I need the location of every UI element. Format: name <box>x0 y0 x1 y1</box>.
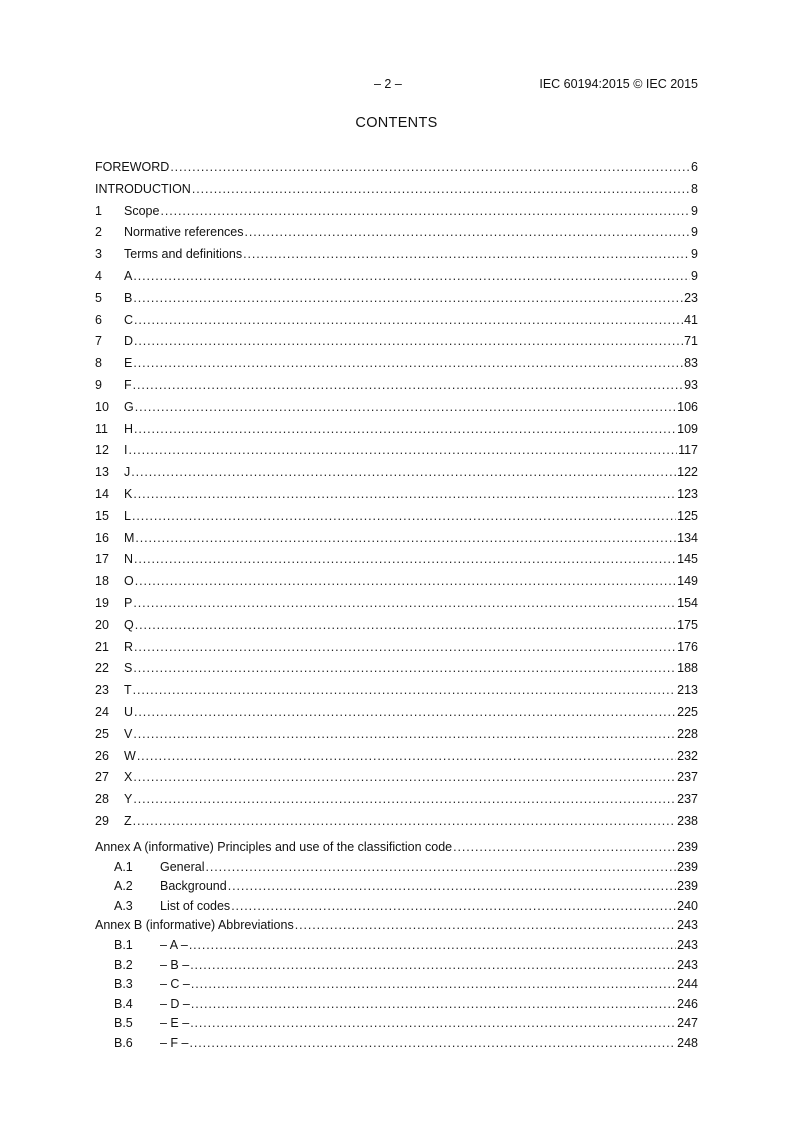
toc-entry-page: 125 <box>677 508 698 523</box>
toc-entry-label: P <box>124 596 133 610</box>
toc-entry-label: – E – <box>160 1016 190 1031</box>
toc-entry-number: 15 <box>95 508 109 523</box>
toc-entry[interactable] <box>95 769 698 785</box>
toc-entry-number: 2 <box>95 225 102 240</box>
toc-entry-number: 20 <box>95 617 109 632</box>
toc-entry-number: B.5 <box>114 1016 133 1031</box>
toc-entry-label: – C – <box>160 977 190 992</box>
toc-entry-label: I <box>124 443 128 458</box>
toc-entry[interactable] <box>95 290 698 306</box>
toc-entry-label: Normative references <box>124 225 244 240</box>
toc-entry-page: 109 <box>677 421 698 436</box>
toc-entry-label: Terms and definitions <box>124 247 243 262</box>
toc-entry-number: 18 <box>95 574 109 589</box>
toc-entry[interactable] <box>95 333 698 349</box>
toc-entry-number: A.3 <box>114 898 133 913</box>
dot-leader <box>170 159 690 175</box>
dot-leader <box>133 769 676 785</box>
toc-entry-page: 238 <box>677 814 698 828</box>
toc-entry-number: 11 <box>95 421 108 436</box>
toc-entry[interactable] <box>95 996 698 1012</box>
dot-leader <box>135 399 676 415</box>
toc-entry-label: Y <box>124 792 133 807</box>
toc-entry-page: 71 <box>684 334 698 349</box>
toc-entry-number: B.6 <box>114 1036 133 1050</box>
toc-entry[interactable] <box>95 181 698 197</box>
dot-leader <box>453 839 676 855</box>
toc-entry-label: K <box>124 487 133 501</box>
toc-entry-page: 247 <box>677 1016 698 1031</box>
toc-entry[interactable] <box>95 791 698 807</box>
toc-entry-label: T <box>124 683 132 698</box>
toc-entry-label: V <box>124 726 133 741</box>
dot-leader <box>135 617 676 633</box>
toc-entry-number: 22 <box>95 661 109 676</box>
toc-entry-label: O <box>124 574 134 589</box>
toc-entry-number: 4 <box>95 269 102 283</box>
toc-entry[interactable] <box>95 839 698 855</box>
toc-entry-page: 117 <box>678 443 698 458</box>
toc-entry[interactable] <box>95 937 698 953</box>
toc-entry-label: G <box>124 399 134 414</box>
toc-entry-page: 145 <box>677 552 698 567</box>
toc-entry[interactable] <box>95 573 698 589</box>
toc-entry[interactable] <box>95 268 698 284</box>
toc-entry-number: 9 <box>95 378 102 392</box>
toc-entry[interactable] <box>95 464 698 480</box>
toc-entry[interactable] <box>95 530 698 546</box>
toc-entry[interactable] <box>95 660 698 676</box>
toc-entry-label: B <box>124 290 133 305</box>
dot-leader <box>133 595 676 611</box>
toc-entry-label: – B – <box>160 957 190 972</box>
toc-entry-page: 8 <box>691 181 698 196</box>
toc-entry-number: 16 <box>95 530 109 545</box>
dot-leader <box>191 996 676 1012</box>
toc-entry-page: 41 <box>684 312 698 327</box>
toc-entry-page: 93 <box>684 378 698 392</box>
toc-entry-number: 23 <box>95 683 109 698</box>
toc-entry-number: 3 <box>95 247 102 262</box>
toc-entry-page: 9 <box>691 225 698 240</box>
dot-leader <box>134 421 676 437</box>
toc-entry-page: 23 <box>684 290 698 305</box>
dot-leader <box>134 312 683 328</box>
toc-entry[interactable] <box>95 878 698 894</box>
toc-entry-label: X <box>124 770 133 785</box>
toc-entry-page: 239 <box>677 859 698 874</box>
toc-entry-page: 244 <box>677 977 698 992</box>
toc-entry[interactable] <box>95 399 698 415</box>
toc-entry-number: 12 <box>95 443 109 458</box>
toc-entry-number: 29 <box>95 814 109 828</box>
toc-entry-page: 232 <box>677 748 698 763</box>
toc-entry-label: D <box>124 334 134 349</box>
dot-leader <box>243 246 690 262</box>
toc-entry[interactable] <box>95 486 698 502</box>
toc-entry[interactable] <box>95 813 698 829</box>
dot-leader <box>245 224 691 240</box>
toc-entry-label: W <box>124 748 136 763</box>
toc-entry-number: A.1 <box>114 859 133 874</box>
dot-leader <box>134 333 683 349</box>
toc-entry[interactable] <box>95 1015 698 1031</box>
toc-entry-label: – F – <box>160 1036 189 1050</box>
toc-entry-number: 25 <box>95 726 109 741</box>
toc-entry[interactable] <box>95 859 698 875</box>
dot-leader <box>231 898 676 914</box>
toc-entry[interactable] <box>95 508 698 524</box>
toc-entry[interactable] <box>95 1035 698 1051</box>
toc-entry[interactable] <box>95 355 698 371</box>
dot-leader <box>133 813 677 829</box>
toc-entry-number: B.4 <box>114 996 133 1011</box>
dot-leader <box>133 791 676 807</box>
toc-entry-label: List of codes <box>160 898 231 913</box>
toc-entry-page: 188 <box>677 661 698 676</box>
toc-entry-number: 17 <box>95 552 109 567</box>
toc-entry[interactable] <box>95 704 698 720</box>
dot-leader <box>192 181 690 197</box>
dot-leader <box>190 957 676 973</box>
toc-entry-label: General <box>160 859 205 874</box>
toc-entry[interactable] <box>95 246 698 262</box>
toc-entry-number: B.3 <box>114 977 133 992</box>
dot-leader <box>133 726 676 742</box>
dot-leader <box>134 639 676 655</box>
dot-leader <box>191 976 676 992</box>
toc-entry-label: Q <box>124 617 134 632</box>
dot-leader <box>137 748 676 764</box>
dot-leader <box>134 704 676 720</box>
toc-entry-number: 7 <box>95 334 102 349</box>
toc-entry[interactable] <box>95 312 698 328</box>
toc-entry[interactable] <box>95 976 698 992</box>
toc-entry-page: 243 <box>677 938 698 952</box>
toc-entry[interactable] <box>95 595 698 611</box>
toc-entry-page: 6 <box>691 160 698 174</box>
dot-leader <box>133 660 676 676</box>
toc-entry-label: Z <box>124 814 132 828</box>
toc-entry-label: Annex A (informative) Principles and use of the classifiction code <box>95 840 453 854</box>
toc-entry-page: 239 <box>677 840 698 854</box>
dot-leader <box>205 859 676 875</box>
toc-entry-label: S <box>124 661 133 676</box>
toc-entry-label: C <box>124 312 134 327</box>
toc-entry[interactable] <box>95 898 698 914</box>
dot-leader <box>190 1015 676 1031</box>
dot-leader <box>134 551 676 567</box>
page-title: CONTENTS <box>355 115 438 131</box>
toc-entry-label: N <box>124 552 134 567</box>
toc-entry-page: 228 <box>677 726 698 741</box>
toc-entry-page: 176 <box>677 639 698 654</box>
toc-entry-label: Background <box>160 879 227 894</box>
toc-entry-label: M <box>124 530 135 545</box>
toc-entry-page: 175 <box>677 617 698 632</box>
toc-entry-page: 243 <box>677 957 698 972</box>
toc-entry-number: 28 <box>95 792 109 807</box>
toc-entry-number: 5 <box>95 290 102 305</box>
toc-entry-number: 10 <box>95 399 109 414</box>
dot-leader <box>160 203 690 219</box>
toc-entry-page: 243 <box>677 918 698 933</box>
dot-leader <box>133 268 690 284</box>
toc-entry-page: 134 <box>677 530 698 545</box>
toc-entry[interactable] <box>95 442 698 458</box>
toc-entry[interactable] <box>95 421 698 437</box>
toc-entry[interactable] <box>95 203 698 219</box>
toc-entry-page: 213 <box>677 683 698 698</box>
toc-entry-label: Annex B (informative) Abbreviations <box>95 918 294 933</box>
toc-entry-page: 246 <box>677 996 698 1011</box>
toc-entry-label: L <box>124 508 131 523</box>
toc-entry-number: 14 <box>95 487 109 501</box>
toc-entry-label: FOREWORD <box>95 160 170 174</box>
toc-entry-page: 225 <box>677 705 698 719</box>
toc-entry-number: 27 <box>95 770 109 785</box>
toc-entry-label: – D – <box>160 996 190 1011</box>
toc-entry[interactable] <box>95 639 698 655</box>
toc-entry-label: J <box>124 465 131 480</box>
dot-leader <box>133 682 677 698</box>
toc-entry[interactable] <box>95 726 698 742</box>
toc-entry[interactable] <box>95 224 698 240</box>
toc-entry-number: B.1 <box>114 938 133 952</box>
dot-leader <box>135 530 676 546</box>
toc-entry-page: 149 <box>677 574 698 589</box>
toc-entry-page: 237 <box>677 792 698 807</box>
dot-leader <box>228 878 676 894</box>
toc-entry-page: 248 <box>677 1036 698 1050</box>
toc-entry-number: 26 <box>95 748 109 763</box>
toc-entry-label: – A – <box>160 938 188 952</box>
toc-entry[interactable] <box>95 748 698 764</box>
toc-entry-page: 9 <box>691 269 698 283</box>
dot-leader <box>135 573 676 589</box>
dot-leader <box>132 508 676 524</box>
toc-entry-label: F <box>124 378 132 392</box>
toc-entry-label: INTRODUCTION <box>95 181 191 196</box>
toc-entry[interactable] <box>95 682 698 698</box>
toc-entry[interactable] <box>95 551 698 567</box>
toc-entry-number: 21 <box>95 639 109 654</box>
toc-entry-number: 19 <box>95 596 109 610</box>
dot-leader <box>133 377 683 393</box>
toc-entry-number: A.2 <box>114 879 133 894</box>
toc-entry-page: 122 <box>677 465 698 480</box>
dot-leader <box>128 442 677 458</box>
dot-leader <box>133 486 676 502</box>
toc-entry-page: 123 <box>677 487 698 501</box>
toc-entry-number: 13 <box>95 465 109 480</box>
toc-entry-page: 9 <box>691 203 698 218</box>
toc-entry-page: 106 <box>677 399 698 414</box>
toc-entry-page: 83 <box>684 356 698 371</box>
toc-entry[interactable] <box>95 957 698 973</box>
toc-entry-label: R <box>124 639 134 654</box>
toc-entry[interactable] <box>95 159 698 175</box>
toc-entry-page: 154 <box>677 596 698 610</box>
toc-entry-label: E <box>124 356 133 371</box>
toc-entry-number: 1 <box>95 203 102 218</box>
toc-entry-label: Scope <box>124 203 160 218</box>
dot-leader <box>133 355 683 371</box>
toc-entry-number: 8 <box>95 356 102 371</box>
toc-entry-number: B.2 <box>114 957 133 972</box>
toc-entry[interactable] <box>95 377 698 393</box>
dot-leader <box>189 937 676 953</box>
toc-entry-label: H <box>124 421 134 436</box>
toc-entry-label: A <box>124 269 133 283</box>
toc-entry-page: 239 <box>677 879 698 894</box>
toc-entry-number: 6 <box>95 312 102 327</box>
dot-leader <box>133 290 683 306</box>
toc-entry[interactable] <box>95 917 698 933</box>
page-number: – 2 – <box>374 77 402 91</box>
dot-leader <box>190 1035 677 1051</box>
toc-entry-label: U <box>124 705 134 719</box>
dot-leader <box>295 917 676 933</box>
toc-entry-page: 237 <box>677 770 698 785</box>
dot-leader <box>131 464 676 480</box>
toc-entry[interactable] <box>95 617 698 633</box>
toc-entry-number: 24 <box>95 705 109 719</box>
document-id: IEC 60194:2015 © IEC 2015 <box>539 77 698 91</box>
toc-entry-page: 240 <box>677 898 698 913</box>
toc-entry-page: 9 <box>691 247 698 262</box>
